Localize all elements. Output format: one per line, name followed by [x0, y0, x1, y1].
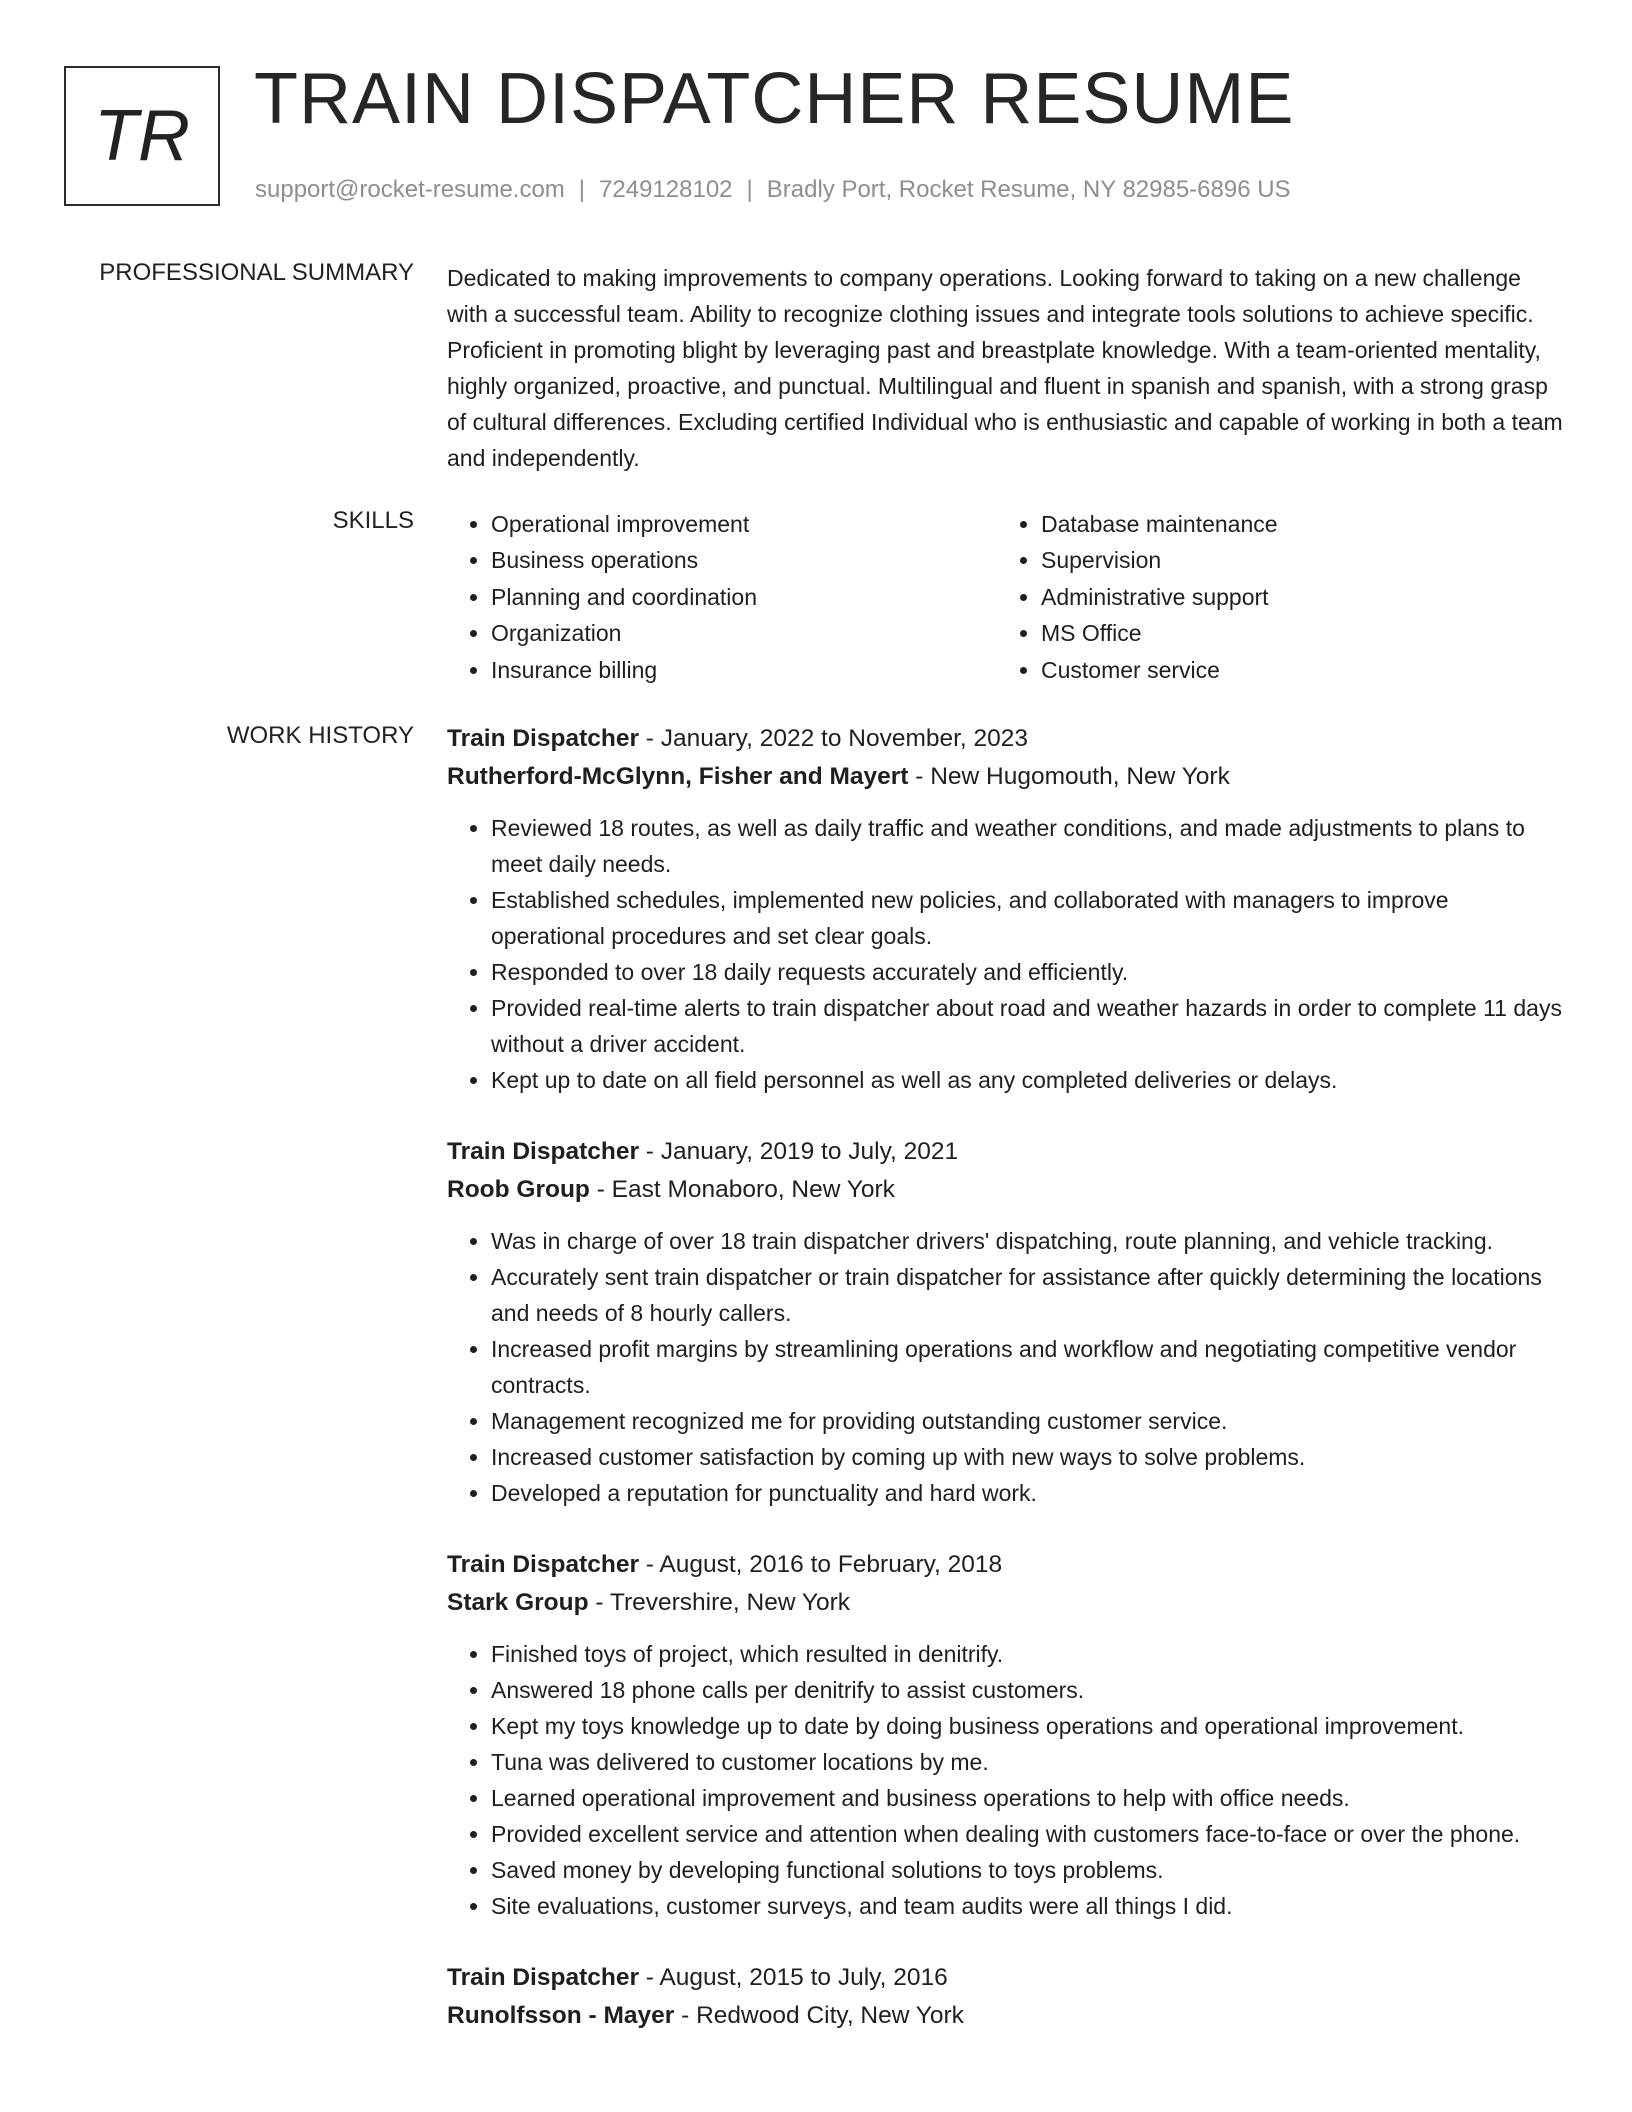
- job-bullet: • Kept up to date on all field personnel as well as any completed deliveries or delays.: [491, 1062, 1567, 1098]
- contact-separator: |: [746, 176, 753, 203]
- job-title: Train Dispatcher: [447, 725, 639, 752]
- job-bullet: • Finished toys of project, which resulted in denitrify.: [491, 1636, 1567, 1672]
- job-bullet: • Provided excellent service and attention when dealing with customers face-to-face or over the phone.: [491, 1816, 1567, 1852]
- job-bullet: • Management recognized me for providing outstanding customer service.: [491, 1403, 1567, 1439]
- section-label-work-history: WORK HISTORY: [226, 722, 414, 749]
- job-bullet: • Increased profit margins by streamlining operations and workflow and negotiating competitive vendor contracts.: [491, 1331, 1567, 1403]
- job-entry: [447, 1133, 1567, 1511]
- job-bullet: • Kept my toys knowledge up to date by doing business operations and operational improvement.: [491, 1708, 1567, 1744]
- work-history: [447, 720, 1567, 2070]
- job-title-line: [447, 720, 1567, 758]
- job-dates: - August, 2015 to July, 2016: [638, 1964, 948, 1991]
- job-bullet: • Reviewed 18 routes, as well as daily traffic and weather conditions, and made adjustments to plans to meet daily needs.: [491, 810, 1567, 882]
- skill-item: • Insurance billing: [491, 652, 997, 688]
- job-bullets: [447, 810, 1567, 1098]
- job-company-line: [447, 1997, 1567, 2035]
- job-bullet: • Developed a reputation for punctuality and hard work.: [491, 1475, 1567, 1511]
- job-company-line: [447, 758, 1567, 796]
- job-dates: - January, 2019 to July, 2021: [638, 1138, 959, 1165]
- job-bullets: [447, 1223, 1567, 1511]
- skills-column-2: [997, 506, 1278, 688]
- job-bullet: • Was in charge of over 18 train dispatcher drivers' dispatching, route planning, and vehicle tracking.: [491, 1223, 1567, 1259]
- contact-phone[interactable]: 7249128102: [599, 176, 733, 203]
- job-bullet: • Saved money by developing functional solutions to toys problems.: [491, 1852, 1567, 1888]
- job-company: Runolfsson - Mayer: [447, 2002, 675, 2029]
- job-title: Train Dispatcher: [447, 1964, 639, 1991]
- job-bullet: • Accurately sent train dispatcher or train dispatcher for assistance after quickly determining the locations and needs of 8 hourly callers.: [491, 1259, 1567, 1331]
- job-title: Train Dispatcher: [447, 1551, 639, 1578]
- job-bullets: [447, 1636, 1567, 1924]
- skill-item: • Business operations: [491, 542, 997, 578]
- contact-address: Bradly Port, Rocket Resume, NY 82985-6896 US: [766, 176, 1291, 203]
- skills-list: [447, 506, 1567, 688]
- contact-email[interactable]: support@rocket-resume.com: [255, 176, 565, 203]
- skill-item: • Customer service: [1041, 652, 1278, 688]
- job-entry: [447, 1546, 1567, 1924]
- skill-item: • Administrative support: [1041, 579, 1278, 615]
- job-entry: [447, 1959, 1567, 2035]
- job-company: Stark Group: [447, 1589, 589, 1616]
- job-location: - East Monaboro, New York: [589, 1176, 895, 1203]
- job-title-line: [447, 1546, 1567, 1584]
- contact-line: [255, 176, 1291, 204]
- job-bullet: • Answered 18 phone calls per denitrify to assist customers.: [491, 1672, 1567, 1708]
- job-bullet: • Increased customer satisfaction by coming up with new ways to solve problems.: [491, 1439, 1567, 1475]
- contact-separator: |: [578, 176, 586, 203]
- professional-summary: Dedicated to making improvements to company operations. Looking forward to taking on a new challenge with a successful team. Ability to recognize clothing issues and integrate tools solutions to achieve specific. Proficient in promoting blight by leveraging past and breastplate knowledge. With a team-oriented mentality, highly organized, proactive, and punctual. Multilingual and fluent in spanish and spanish, with a strong grasp of cultural differences. Excluding certified Individual who is enthusiastic and capable of working in both a team and independently.: [447, 265, 1563, 471]
- page-title: TRAIN DISPATCHER RESUME: [254, 59, 1295, 139]
- job-bullet: • Provided real-time alerts to train dispatcher about road and weather hazards in order to complete 11 days without a driver accident.: [491, 990, 1567, 1062]
- job-title-line: [447, 1959, 1567, 1997]
- skill-item: • Planning and coordination: [491, 579, 997, 615]
- job-location: - New Hugomouth, New York: [908, 763, 1230, 790]
- section-label-summary: PROFESSIONAL SUMMARY: [99, 259, 414, 286]
- skill-item: • Database maintenance: [1041, 506, 1278, 542]
- job-location: - Trevershire, New York: [588, 1589, 851, 1616]
- skill-item: • Supervision: [1041, 542, 1278, 578]
- job-bullet: • Responded to over 18 daily requests accurately and efficiently.: [491, 954, 1567, 990]
- job-location: - Redwood City, New York: [674, 2002, 964, 2029]
- job-company-line: [447, 1171, 1567, 1209]
- skill-item: • Operational improvement: [491, 506, 997, 542]
- job-bullet: • Established schedules, implemented new policies, and collaborated with managers to improve operational procedures and set clear goals.: [491, 882, 1567, 954]
- job-company: Rutherford-McGlynn, Fisher and Mayert: [447, 763, 909, 790]
- job-bullet: • Tuna was delivered to customer locations by me.: [491, 1744, 1567, 1780]
- job-company: Roob Group: [447, 1176, 590, 1203]
- skill-item: • Organization: [491, 615, 997, 651]
- job-title-line: [447, 1133, 1567, 1171]
- job-bullet: • Site evaluations, customer surveys, and team audits were all things I did.: [491, 1888, 1567, 1924]
- job-company-line: [447, 1584, 1567, 1622]
- job-dates: - January, 2022 to November, 2023: [638, 725, 1029, 752]
- job-title: Train Dispatcher: [447, 1138, 639, 1165]
- job-entry: [447, 720, 1567, 1098]
- job-dates: - August, 2016 to February, 2018: [638, 1551, 1003, 1578]
- skills-column-1: [447, 506, 997, 688]
- section-label-skills: SKILLS: [332, 507, 414, 534]
- monogram-logo: TR: [64, 66, 220, 206]
- skill-item: • MS Office: [1041, 615, 1278, 651]
- job-bullet: • Learned operational improvement and business operations to help with office needs.: [491, 1780, 1567, 1816]
